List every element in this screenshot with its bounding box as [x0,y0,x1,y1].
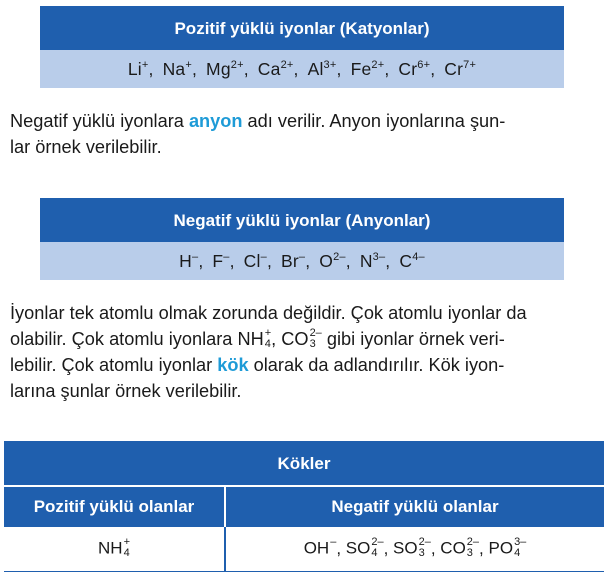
para1-text-end: adı verilir. Anyon iyonlarına şun- [242,111,506,131]
col-positive-header: Pozitif yüklü olanlar [4,487,226,527]
nh4-base: NH [237,329,264,349]
positive-root-subscript: 4 [123,547,130,559]
separator: , [229,250,235,271]
negative-root-charge-stack [371,537,383,559]
anion-ion [360,251,385,272]
col-negative-header: Negatif yüklü olanlar [331,497,499,516]
roots-table-title: Kökler [4,441,604,485]
anion-ion-symbol: F [212,250,224,271]
separator: , [293,58,299,79]
negative-root-charge: 2– [418,536,431,548]
cation-ion [206,59,244,80]
separator: , [383,539,394,558]
negative-root [489,538,527,560]
separator: , [336,539,346,558]
negative-root-subscript: 4 [371,547,378,559]
nh4-subscript: 4 [264,338,271,351]
separator: , [430,58,436,79]
cation-ion-symbol: Fe [350,58,372,79]
para2-line3-end: olarak da adlandırılır. Kök iyon- [248,355,505,375]
anion-ion-symbol: N [359,250,373,271]
cation-ion-symbol: Cr [398,58,418,79]
polyatomic-paragraph: İyonlar tek atomlu olmak zorunda değildir. Çok atomlu iyonlar da olabilir. Çok atomlu iyonlara NH + 4 , CO 2– 3 gibi iyonlar örnek veri- lebilir. Çok atomlu iyonlar kök olarak da adlandırılır. Kök iyon- larına şunlar örnek verilebilir. [10,303,527,401]
cation-ion [398,59,430,80]
anion-ion-charge: 3– [372,250,386,263]
separator: , [385,250,391,271]
cation-ion-symbol: Ca [257,58,281,79]
negative-root-base: SO [345,538,371,558]
separator: , [266,250,272,271]
anion-ion-charge: – [260,250,267,263]
negative-root [393,538,431,560]
anion-ion-symbol: O [319,250,334,271]
anion-ion-charge: – [298,250,306,263]
negative-root-subscript [330,548,336,559]
negative-root-charge-stack [467,537,479,559]
co3-charge-stack [310,328,322,350]
co3-subscript: 3 [309,338,316,351]
nh4-charge-stack [265,328,271,350]
negative-root-charge: 2– [466,536,480,548]
cation-ion-symbol: Mg [206,58,231,79]
anyon-highlight: anyon [188,111,243,131]
negative-root-charge-stack [419,537,431,559]
para1-text: Negatif yüklü iyonlara [10,111,189,131]
separator: , [345,250,351,271]
separator: , [198,250,204,271]
negative-root-base: OH [303,538,330,558]
roots-table [4,441,604,572]
cation-ion-charge: 7+ [463,58,477,71]
co3-charge: 2– [309,327,322,340]
cation-ion [444,59,476,80]
anion-ion-symbol: Br [281,250,299,271]
negative-root-base: PO [488,538,514,558]
anion-ion [244,251,267,272]
separator: , [148,58,154,79]
anions-box [40,198,564,280]
anion-intro-paragraph [10,108,604,160]
anion-ion-charge: 4– [412,250,425,263]
para2-line2-start: olabilir. Çok atomlu iyonlara [10,329,238,349]
anion-ion [281,251,305,272]
separator: , [191,58,198,79]
cation-ion-charge: 3+ [323,58,337,71]
cation-ion-charge: 2+ [230,58,244,71]
negative-root-subscript: 3 [466,547,473,559]
cation-ion-charge: 2+ [280,58,294,71]
co3-base: CO [281,329,309,349]
anion-list [40,242,564,280]
negative-root-base: CO [440,538,466,558]
negative-root-charge: 3– [514,536,527,548]
cation-ion-symbol: Cr [444,58,464,79]
cation-ion-symbol: Na [162,58,186,79]
cation-ion-symbol: Li [127,58,142,79]
cations-title: Pozitif yüklü iyonlar (Katyonlar) [40,6,564,50]
cation-ion-charge: + [185,58,192,71]
negative-root [304,538,337,560]
cation-ion [308,59,337,80]
positive-root-charge-stack [124,537,130,559]
cation-list [40,50,564,88]
negative-roots-cell [226,527,604,571]
anions-title: Negatif yüklü iyonlar (Anyonlar) [40,198,564,242]
co3-formula [281,326,322,352]
anion-ion-symbol: H [179,250,192,271]
cation-ion-charge: + [141,58,149,71]
negative-root-subscript: 4 [514,547,521,559]
cations-box [40,6,564,88]
positive-root [98,538,130,560]
table-row [4,527,604,572]
anion-ion-charge: 2– [333,250,346,263]
positive-root-base: NH [98,538,123,558]
anion-ion [319,251,345,272]
anion-ion-symbol: C [399,250,413,271]
negative-root-subscript: 3 [418,547,425,559]
cation-ion [258,59,294,80]
negative-root [346,538,384,560]
separator: , [336,58,342,79]
cation-ion [351,59,385,80]
anion-ion [179,251,198,272]
negative-root-charge: 2– [371,536,384,548]
negative-root-charge-stack [514,537,526,559]
cation-ion [128,59,149,80]
separator: , [243,58,249,79]
cation-ion-charge: 6+ [417,58,431,71]
separator: , [430,539,441,558]
nh4-charge: + [264,327,272,340]
separator: , [384,58,390,79]
negative-root-charge-stack [330,537,336,559]
positive-roots-cell [4,527,226,571]
positive-root-charge: + [123,536,130,548]
anion-ion-charge: – [223,250,230,263]
separator: , [479,539,489,558]
separator: , [305,250,311,271]
anion-ion [399,251,424,272]
para2-line3-start: lebilir. Çok atomlu iyonlar [10,355,218,375]
anion-ion [212,251,229,272]
anion-ion-symbol: Cl [243,250,261,271]
kok-highlight: kök [217,355,249,375]
negative-root-base: SO [393,538,418,558]
nh4-formula [237,326,271,352]
anion-ion-charge: – [192,250,199,263]
negative-root-charge: – [330,536,337,548]
para2-line4: larına şunlar örnek verilebilir. [10,381,242,401]
cation-ion-charge: 2+ [371,58,385,71]
para2-line2-end: gibi iyonlar örnek veri- [321,329,505,349]
negative-root [440,538,479,560]
para1-line2: lar örnek verilebilir. [10,137,162,157]
cation-ion [163,59,192,80]
roots-table-header [4,485,604,527]
cation-ion-symbol: Al [307,58,324,79]
para2-line1: İyonlar tek atomlu olmak zorunda değildir. Çok atomlu iyonlar da [10,303,527,323]
